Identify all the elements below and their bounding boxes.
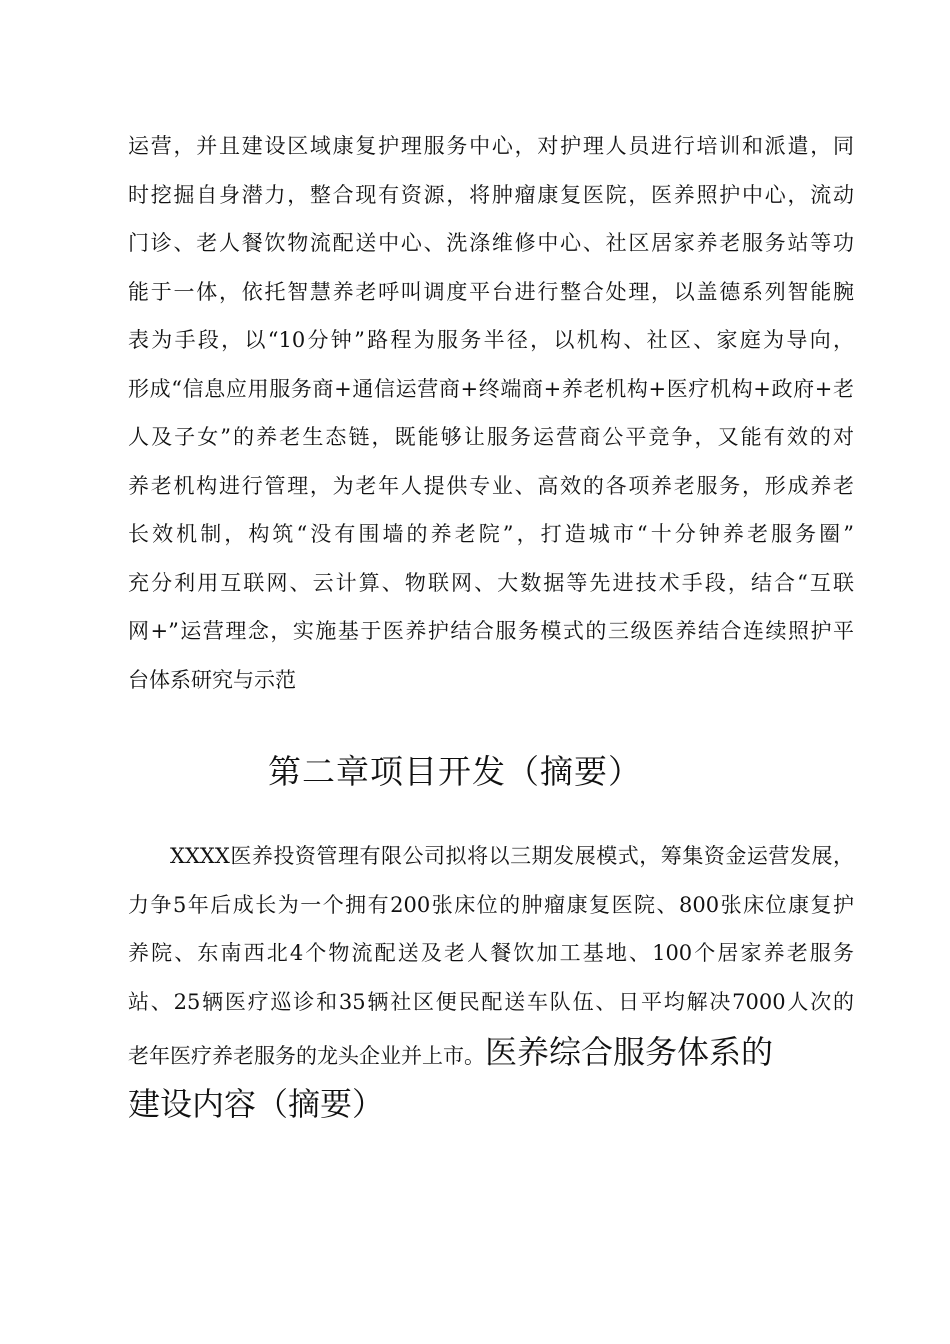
chapter-heading: 第二章项目开发（摘要） [268,752,642,791]
paragraph-line: 充分利用互联网、云计算、物联网、大数据等先进技术手段，结合“互联 [128,570,854,595]
paragraph-line: 能于一体，依托智慧养老呼叫调度平台进行整合处理，以盖德系列智能腕 [128,279,854,304]
paragraph-line: 长效机制，构筑“没有围墙的养老院”，打造城市“十分钟养老服务圈” [128,522,854,546]
inline-section-heading: 医养综合服务体系的 [485,1033,774,1071]
paragraph-line: 运营，并且建设区域康复护理服务中心，对护理人员进行培训和派遣，同 [128,134,854,158]
body-paragraph-2 [128,832,854,1130]
paragraph-line: 人及子女”的养老生态链，既能够让服务运营商公平竞争，又能有效的对 [128,425,854,449]
inline-section-heading-continued [128,1078,854,1130]
paragraph-line: 力争5年后成长为一个拥有200张床位的肿瘤康复医院、800张床位康复护 [128,892,854,917]
paragraph-line: 表为手段，以“10分钟”路程为服务半径，以机构、社区、家庭为导向， [128,328,854,352]
paragraph-line-end: 老年医疗养老服务的龙头企业并上市。 [128,1044,485,1068]
inline-section-heading-part2: 建设内容（摘要） [128,1085,385,1123]
paragraph-line: 养院、东南西北4个物流配送及老人餐饮加工基地、100个居家养老服务 [128,941,854,965]
paragraph-line: 形成“信息应用服务商+通信运营商+终端商+养老机构+医疗机构+政府+老 [128,376,854,401]
body-paragraph-1 [128,122,854,704]
paragraph-line: 网+”运营理念，实施基于医养护结合服务模式的三级医养结合连续照护平 [128,619,854,643]
paragraph-line: 站、25辆医疗巡诊和35辆社区便民配送车队伍、日平均解决7000人次的 [128,989,854,1014]
paragraph-line: 台体系研究与示范 [128,667,296,692]
paragraph-line: 养老机构进行管理，为老年人提供专业、高效的各项养老服务，形成养老 [128,473,854,498]
paragraph-line-with-inline-heading [128,1026,854,1078]
paragraph-line: XXXX医养投资管理有限公司拟将以三期发展模式，筹集资金运营发展， [170,844,854,868]
paragraph-line: 时挖掘自身潜力，整合现有资源，将肿瘤康复医院，医养照护中心，流动 [128,182,854,207]
paragraph-line: 门诊、老人餐饮物流配送中心、洗涤维修中心、社区居家养老服务站等功 [128,231,854,255]
